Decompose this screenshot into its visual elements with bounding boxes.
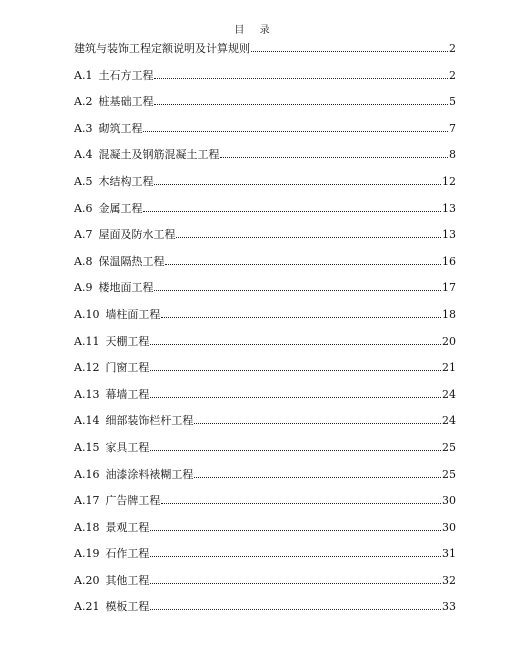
toc-entry[interactable] — [74, 215, 456, 242]
toc-entry-number: A.3 — [74, 121, 93, 135]
toc-entry[interactable] — [74, 481, 456, 508]
toc-entry-number: A.8 — [74, 254, 93, 268]
toc-entry[interactable] — [74, 321, 456, 348]
toc-entry-number: A.13 — [74, 387, 100, 401]
dot-leader — [154, 103, 448, 105]
toc-entry-number: A.20 — [74, 573, 100, 587]
toc-entry[interactable] — [74, 161, 456, 188]
toc-title: 目 录 — [234, 25, 276, 36]
toc-entry-title: 家具工程 — [105, 440, 150, 454]
toc-entry-number: A.17 — [74, 494, 100, 508]
toc-entry-page-number: 32 — [442, 573, 456, 587]
toc-entry-number: A.16 — [74, 467, 100, 481]
dot-leader — [150, 555, 441, 557]
toc-entry-number: A.11 — [74, 334, 100, 348]
toc-entry-title: 土石方工程 — [98, 68, 154, 82]
toc-entry-page-number: 12 — [442, 174, 456, 188]
toc-entry-title: 桩基础工程 — [98, 95, 154, 109]
toc-entry-title: 屋面及防水工程 — [98, 228, 176, 242]
toc-entry[interactable] — [74, 188, 456, 215]
toc-entry-title: 天棚工程 — [105, 334, 150, 348]
toc-entry[interactable] — [74, 587, 456, 614]
dot-leader — [150, 396, 441, 398]
toc-entry-title: 细部装饰栏杆工程 — [105, 414, 194, 428]
toc-entry-number: A.14 — [74, 414, 100, 428]
toc-entry[interactable] — [74, 241, 456, 268]
toc-entry-number: A.1 — [74, 68, 93, 82]
toc-entry[interactable] — [74, 268, 456, 295]
toc-entry-page-number: 24 — [442, 414, 456, 428]
toc-entry-page-number: 7 — [449, 121, 456, 135]
toc-entry[interactable] — [74, 534, 456, 561]
dot-leader — [165, 263, 441, 265]
toc-entry-title: 景观工程 — [105, 520, 150, 534]
toc-entry-page-number: 2 — [449, 42, 456, 55]
toc-entry-page-number: 5 — [449, 95, 456, 109]
dot-leader — [150, 449, 441, 451]
toc-entry-page-number: 25 — [442, 467, 456, 481]
toc-entry-number: A.9 — [74, 281, 93, 295]
dot-leader — [154, 289, 441, 291]
toc-entry[interactable] — [74, 82, 456, 109]
dot-leader — [154, 183, 441, 185]
dot-leader — [194, 476, 441, 478]
toc-entry-page-number: 18 — [442, 307, 456, 321]
toc-entry-number: A.19 — [74, 547, 100, 561]
dot-leader — [150, 582, 441, 584]
toc-entry[interactable] — [74, 135, 456, 162]
toc-entry-page-number: 33 — [442, 600, 456, 614]
toc-entry-page-number: 31 — [442, 547, 456, 561]
toc-entry-page-number: 8 — [449, 148, 456, 162]
toc-entry-page-number: 20 — [442, 334, 456, 348]
toc-entry[interactable] — [74, 55, 456, 82]
dot-leader — [150, 608, 441, 610]
toc-entry-page-number: 25 — [442, 440, 456, 454]
toc-entry[interactable] — [74, 348, 456, 375]
toc-entry[interactable] — [74, 108, 456, 135]
toc-entry-page-number: 24 — [442, 387, 456, 401]
toc-entry-title: 模板工程 — [105, 600, 150, 614]
toc-entry-number: A.7 — [74, 228, 93, 242]
toc-entry[interactable] — [74, 454, 456, 481]
toc-list — [74, 38, 456, 613]
toc-entry-title: 金属工程 — [98, 201, 143, 215]
toc-entry-title: 木结构工程 — [98, 174, 154, 188]
toc-entry[interactable] — [74, 507, 456, 534]
toc-entry-number: A.4 — [74, 148, 93, 162]
toc-entry-number: A.18 — [74, 520, 100, 534]
toc-entry-number: A.12 — [74, 361, 100, 375]
toc-entry-title: 混凝土及钢筋混凝土工程 — [98, 148, 220, 162]
dot-leader — [251, 50, 448, 52]
toc-entry-page-number: 2 — [449, 68, 456, 82]
toc-entry-number: A.6 — [74, 201, 93, 215]
toc-entry-page-number: 13 — [442, 228, 456, 242]
dot-leader — [154, 77, 448, 79]
toc-entry[interactable] — [74, 374, 456, 401]
toc-entry[interactable] — [74, 560, 456, 587]
toc-entry-title: 墙柱面工程 — [105, 307, 161, 321]
toc-entry-number: A.21 — [74, 600, 100, 614]
toc-entry-title: 油漆涂料裱糊工程 — [105, 467, 194, 481]
toc-entry-number: A.15 — [74, 440, 100, 454]
toc-entry-title: 砌筑工程 — [98, 121, 143, 135]
toc-entry-page-number: 30 — [442, 520, 456, 534]
dot-leader — [143, 130, 448, 132]
toc-entry-page-number: 30 — [442, 494, 456, 508]
dot-leader — [220, 156, 448, 158]
dot-leader — [150, 529, 441, 531]
dot-leader — [150, 343, 441, 345]
toc-entry-page-number: 17 — [442, 281, 456, 295]
dot-leader — [176, 236, 441, 238]
toc-entry-title: 建筑与装饰工程定额说明及计算规则 — [74, 42, 250, 55]
dot-leader — [143, 210, 441, 212]
toc-entry-title: 保温隔热工程 — [98, 254, 165, 268]
toc-entry-number: A.10 — [74, 307, 100, 321]
toc-entry-title: 其他工程 — [105, 573, 150, 587]
toc-entry-title: 广告牌工程 — [105, 494, 161, 508]
toc-entry-page-number: 16 — [442, 254, 456, 268]
dot-leader — [194, 422, 441, 424]
toc-entry-number: A.2 — [74, 95, 93, 109]
dot-leader — [150, 369, 441, 371]
toc-entry[interactable] — [74, 38, 456, 55]
toc-entry-number: A.5 — [74, 174, 93, 188]
toc-entry-page-number: 13 — [442, 201, 456, 215]
toc-entry-page-number: 21 — [442, 361, 456, 375]
toc-entry-title: 门窗工程 — [105, 361, 150, 375]
toc-entry-title: 楼地面工程 — [98, 281, 154, 295]
toc-entry-title: 石作工程 — [105, 547, 150, 561]
toc-entry[interactable] — [74, 401, 456, 428]
toc-entry[interactable] — [74, 427, 456, 454]
dot-leader — [161, 316, 441, 318]
dot-leader — [161, 502, 441, 504]
toc-entry[interactable] — [74, 294, 456, 321]
toc-entry-title: 幕墙工程 — [105, 387, 150, 401]
